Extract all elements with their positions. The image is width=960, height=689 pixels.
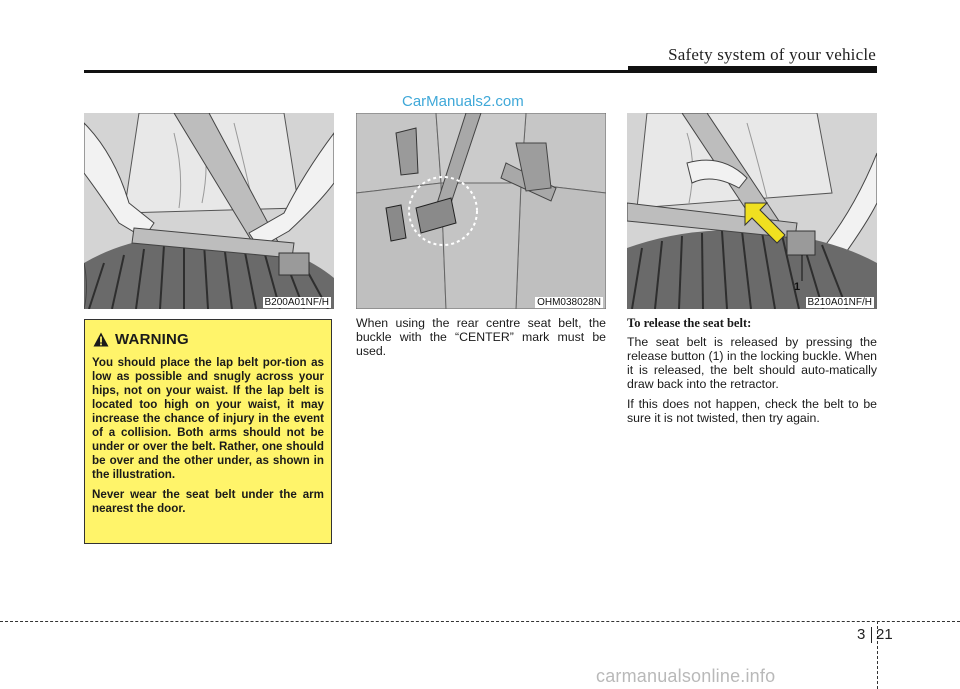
figure-lap-belt [84, 113, 334, 309]
illustration-rear-seat [356, 113, 606, 309]
section-title: Safety system of your vehicle [668, 45, 876, 64]
warning-header [93, 331, 189, 348]
header-rule-accent [628, 66, 877, 73]
watermark-bottom[interactable]: carmanualsonline.info [596, 666, 776, 686]
watermark-top[interactable]: CarManuals2.com [402, 93, 524, 110]
warning-title: WARNING [115, 331, 189, 348]
page-number-separator [871, 627, 872, 643]
figure-release-belt [627, 113, 877, 309]
figure-code: OHM038028N [537, 297, 601, 308]
warning-paragraph: Never wear the seat belt under the arm nearest the door. [92, 488, 324, 515]
footer-rule [0, 621, 960, 622]
rear-centre-belt-note: When using the rear centre seat belt, the buckle with the “CENTER” mark must be used. [356, 316, 606, 358]
release-paragraph: The seat belt is released by pressing the release button (1) in the locking buckle. When it is released, the belt should auto-matically draw back into the retractor. [627, 335, 877, 391]
warning-triangle-icon [93, 332, 109, 347]
release-subheading: To release the seat belt: [627, 316, 752, 330]
chapter-number: 3 [857, 626, 866, 643]
warning-paragraph: You should place the lap belt por-tion as low as possible and snugly across your hips, not on your waist. If the lap belt is located too high on your waist, it may increase the chance of injury in the event of a collision. Both arms should not be under or over the belt. Rather, one should be over and the other under, as shown in the illustration. [92, 356, 324, 481]
figure-code: B210A01NF/H [807, 297, 872, 308]
warning-body [92, 356, 324, 522]
illustration-release-belt [627, 113, 877, 309]
warning-box [84, 319, 332, 544]
figure-code: B200A01NF/H [264, 297, 329, 308]
figure-rear-centre-buckle [356, 113, 606, 309]
callout-number: 1 [794, 281, 801, 293]
release-paragraph: If this does not happen, check the belt to be sure it is not twisted, then try again. [627, 397, 877, 425]
illustration-lap-belt [84, 113, 334, 309]
page-number: 21 [876, 626, 893, 643]
release-instructions [627, 316, 877, 431]
